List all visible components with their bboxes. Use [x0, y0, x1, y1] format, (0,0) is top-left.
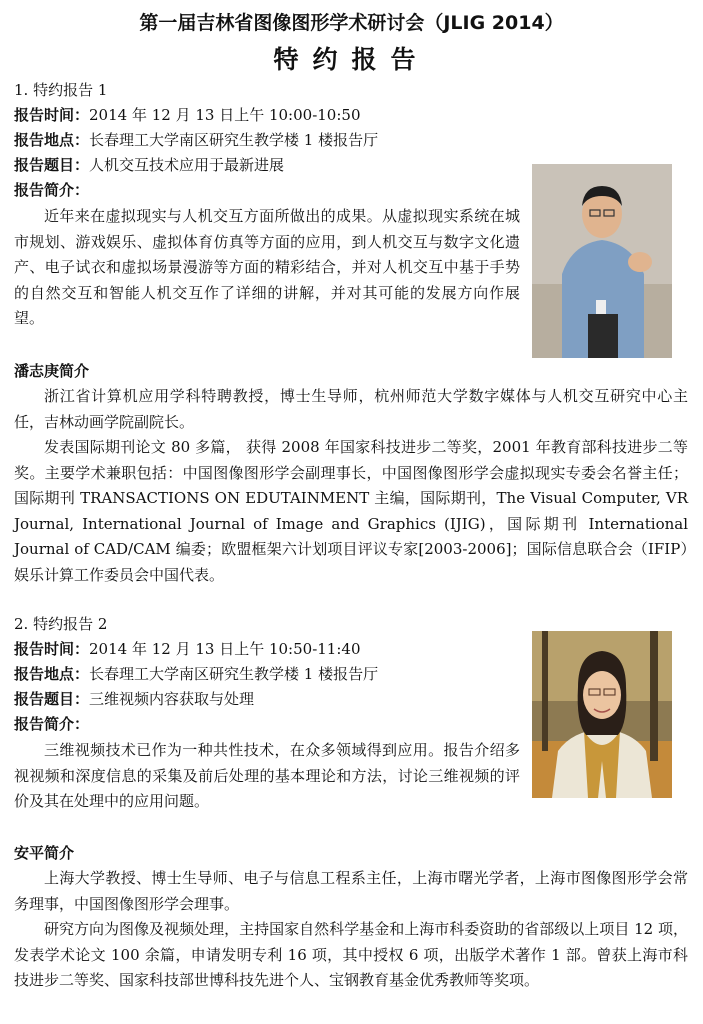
- talk2-heading: 2. 特约报告 2: [14, 615, 108, 633]
- time-label: 报告时间：: [14, 640, 90, 658]
- topic-label: 报告题目：: [14, 690, 90, 708]
- talk1-topic: [14, 153, 284, 177]
- speaker1-photo: [532, 164, 672, 358]
- talk2-topic: [14, 687, 254, 711]
- talk1-heading: 1. 特约报告 1: [14, 81, 108, 99]
- topic-label: 报告题目：: [14, 156, 90, 174]
- topic-value: 三维视频内容获取与处理: [89, 690, 255, 708]
- talk2-bio-p2: 研究方向为图像及视频处理，主持国家自然科学基金和上海市科委资助的省部级以上项目 12 项，发表学术论文 100 余篇，申请发明专利 16 项，其中授权 6 项，出版学术著作 1 部。曾获上海市科技进步二等奖、国家科技部世博科技先进个人、宝钢教育基金优秀教师等奖项。: [14, 920, 688, 989]
- time-label: 报告时间：: [14, 106, 90, 124]
- talk1-place: [14, 128, 378, 152]
- place-value: 长春理工大学南区研究生教学楼 1 楼报告厅: [89, 665, 379, 683]
- talk1-bio-label: 潘志庚简介: [14, 362, 90, 380]
- talk1-bio-p2: 发表国际期刊论文 80 多篇， 获得 2008 年国家科技进步二等奖，2001 年教育部科技进步二等奖。主要学术兼职包括：中国图像图形学会副理事长，中国图像图形学会虚拟现实专委会名誉主任；国际期刊 TRANSACTIONS ON EDUTAINMENT 主编，国际期刊，The Visual Computer, VR Journal, International Journal of Image and Graphics (IJIG)，国际期刊 International Journal of CAD/CAM 编委；欧盟框架六计划项目评议专家[2003-2006]；国际信息联合会（IFIP）娱乐计算工作委员会中国代表。: [14, 438, 688, 584]
- topic-value: 人机交互技术应用于最新进展: [89, 156, 285, 174]
- place-value: 长春理工大学南区研究生教学楼 1 楼报告厅: [89, 131, 379, 149]
- speaker2-photo: [532, 631, 672, 798]
- talk2-abstract-label: 报告简介：: [14, 715, 90, 733]
- time-value: 2014 年 12 月 13 日上午 10:50-11:40: [89, 640, 361, 658]
- talk1-time: [14, 103, 361, 127]
- talk2-time: [14, 637, 361, 661]
- time-value: 2014 年 12 月 13 日上午 10:00-10:50: [89, 106, 361, 124]
- place-label: 报告地点：: [14, 665, 90, 683]
- talk1-bio-p1: 浙江省计算机应用学科特聘教授，博士生导师，杭州师范大学数字媒体与人机交互研究中心主任，吉林动画学院副院长。: [14, 387, 688, 431]
- talk1-abstract: 近年来在虚拟现实与人机交互方面所做出的成果。从虚拟现实系统在城市规划、游戏娱乐、虚拟体育仿真等方面的应用，到人机交互与数字文化遗产、电子试衣和虚拟场景漫游等方面的精彩结合，并对人机交互中基于手势的自然交互和智能人机交互作了详细的讲解，并对其可能的发展方向作展望。: [14, 207, 520, 327]
- talk2-bio-label: 安平简介: [14, 844, 75, 862]
- talk2-abstract: 三维视频技术已作为一种共性技术，在众多领域得到应用。报告介绍多视视频和深度信息的采集及前后处理的基本理论和方法，讨论三维视频的评价及其在处理中的应用问题。: [14, 741, 520, 810]
- talk2-bio-p1: 上海大学教授、博士生导师、电子与信息工程系主任，上海市曙光学者，上海市图像图形学会常务理事，中国图像图形学会理事。: [14, 869, 688, 913]
- conference-title: 第一届吉林省图像图形学术研讨会（JLIG 2014）: [139, 12, 564, 34]
- place-label: 报告地点：: [14, 131, 90, 149]
- talk1-abstract-label: 报告简介：: [14, 181, 90, 199]
- page-heading: 特约报告: [273, 45, 430, 74]
- talk2-place: [14, 662, 378, 686]
